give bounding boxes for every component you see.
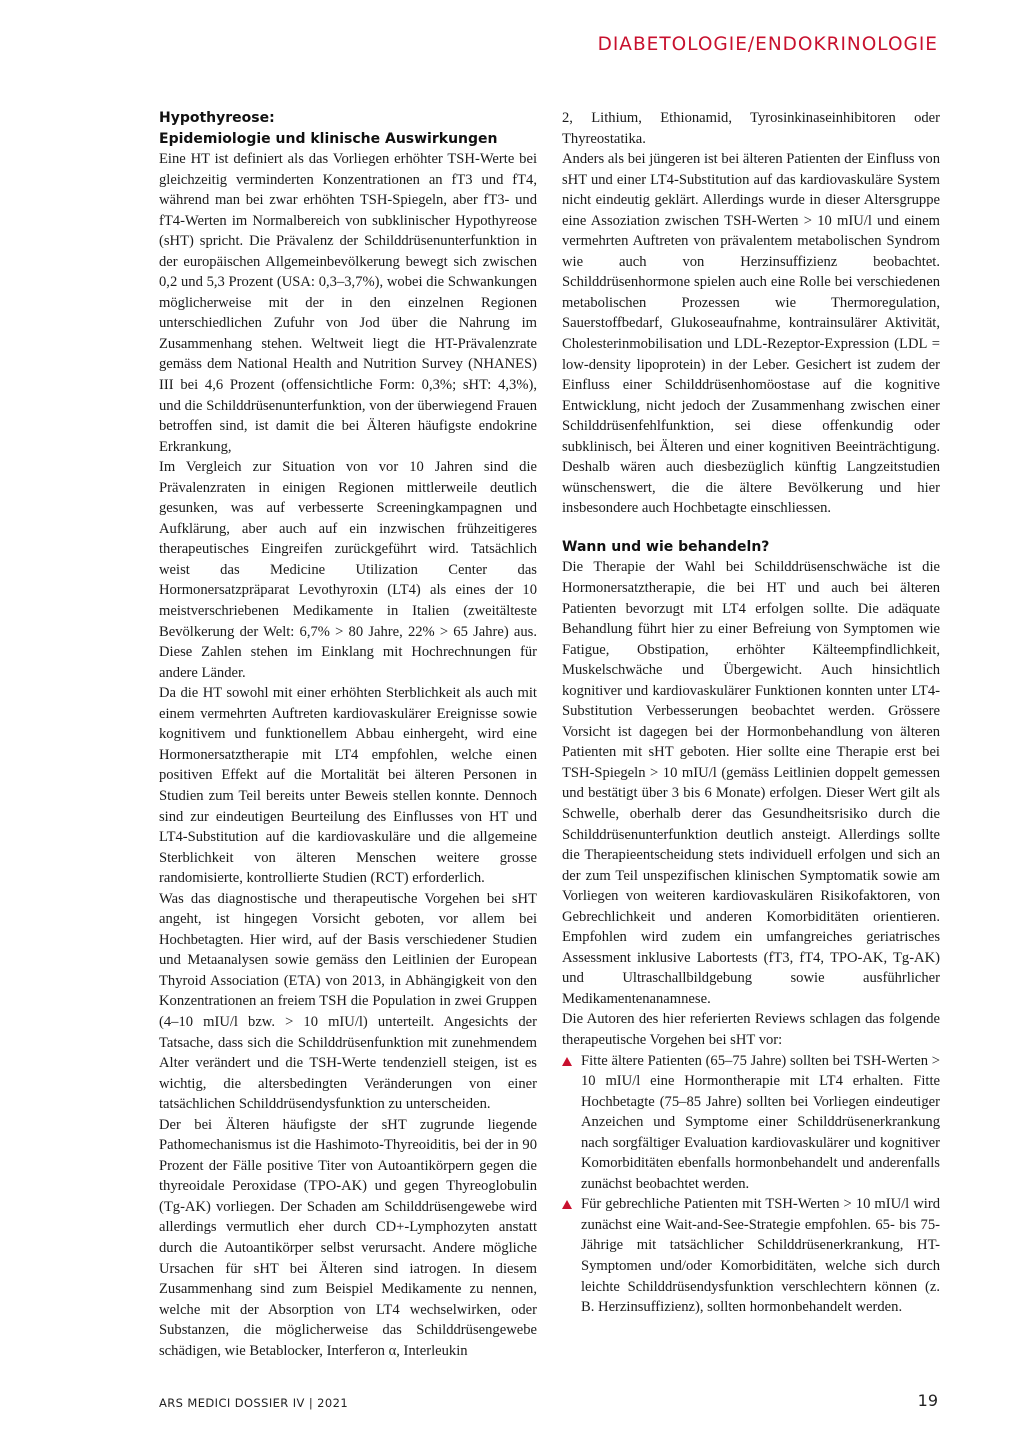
section-heading-line2: Epidemiologie und klinische Auswirkungen <box>159 130 498 147</box>
left-column <box>159 108 537 1361</box>
paragraph: Anders als bei jüngeren ist bei älteren Patienten der Einfluss von sHT und einer LT4-Substitution auf das kardiovaskuläre System nicht eindeutig geklärt. Allerdings wurde in dieser Altersgruppe eine Assoziation zwischen TSH-Werten > 10 mIU/l und einem vermehrten Auftreten von prävalentem metabolischen Syndrom wie auch von Herzinsuffizienz beobachtet. Schilddrüsenhormone spielen auch eine Rolle bei verschiedenen metabolischen Prozessen wie Thermoregulation, Sauerstoffbedarf, Glukoseaufnahme, kontrainsulärer Aktivität, Cholesterinmobilisation und LDL-Rezeptor-Expression (LDL = low-density lipoprotein) in der Leber. Gesichert ist zudem der Einfluss einer Schilddrüsenhomöostase auf die kognitive Entwicklung, nicht jedoch der Zusammenhang zwischen einer Schilddrüsenfehlfunktion, sei diese offenkundig oder subklinisch, bei Älteren und einer kognitiven Beeinträchtigung. Deshalb wären auch diesbezüglich künftig Langzeitstudien wünschenswert, die die ältere Bevölkerung und hier insbesondere auch Hochbetagte einschliessen. <box>562 151 940 517</box>
section-header: DIABETOLOGIE/ENDOKRINOLOGIE <box>597 34 938 55</box>
page-number: 19 <box>917 1391 938 1410</box>
red-triangle-icon <box>562 1057 572 1066</box>
section-heading-line1: Hypothyreose: <box>159 110 275 126</box>
list-item <box>562 1194 940 1317</box>
paragraph: Da die HT sowohl mit einer erhöhten Sterblichkeit als auch mit einem vermehrten Auftreten kardiovaskulärer Ereignisse sowie kognitivem und funktionellem Abbau einhergeht, wird eine Hormonersatztherapie mit LT4 empfohlen, welche einen positiven Effekt auf die Mortalität bei älteren Personen in Studien zum Teil bereits unter Beweis stellen konnte. Dennoch sind zur eindeutigen Beurteilung des Einflusses von HT und LT4-Substitution auf die kardiovaskuläre und die allgemeine Sterblichkeit von älteren Menschen weitere grosse randomisierte, kontrollierte Studien (RCT) erforderlich. <box>159 685 537 887</box>
red-triangle-icon <box>562 1200 572 1209</box>
paragraph: Eine HT ist definiert als das Vorliegen erhöhter TSH-Werte bei gleichzeitig verminderten Konzentrationen an fT3 und fT4, während man bei zwar erhöhten TSH-Spiegeln, aber fT3- und fT4-Werten im Normalbereich von subklinischer Hypothyreose (sHT) spricht. Die Prävalenz der Schilddrüsenunterfunktion in der europäischen Allgemeinbevölkerung bewegt sich zwischen 0,2 und 5,3 Prozent (USA: 0,3–3,7%), wobei die Schwankungen möglicherweise mit der in den einzelnen Regionen unterschiedlichen Zufuhr von Jod über die Nahrung im Zusammenhang stehen. Weltweit liegt die HT-Prävalenzrate gemäss dem National Health and Nutrition Survey (NHANES) III bei 4,6 Prozent (offensichtliche Form: 0,3%; sHT: 4,3%), und die Schilddrüsenunterfunktion, von der überwiegend Frauen betroffen sind, ist damit die bei Älteren häufigste endokrine Erkrankung, <box>159 151 537 455</box>
paragraph: Die Therapie der Wahl bei Schilddrüsenschwäche ist die Hormonersatztherapie, die bei HT und auch bei älteren Patienten bevorzugt mit LT4 erfolgen sollte. Die adäquate Behandlung führt hier zu einer Befreiung von Symptomen wie Fatigue, Obstipation, erhöhter Kälteempfindlichkeit, Muskelschwäche und Übergewicht. Auch hinsichtlich kognitiver und kardiovaskulärer Funktionen konnten unter LT4-Substitution Verbesserungen beobachtet werden. Grössere Vorsicht ist dagegen bei der Hormonbehandlung von älteren Patienten mit sHT geboten. Hier sollte eine Therapie erst bei TSH-Spiegeln > 10 mIU/l (gemäss Leitlinien doppelt gemessen und bestätigt über 3 bis 6 Monate) erfolgen. Dieser Wert gilt als Schwelle, oberhalb derer das Gesundheitsrisiko durch die Schilddrüsenunterfunktion deutlich ansteigt. Allerdings sollte die Therapieentscheidung stets individuell erfolgen und sich an der zum Teil unspezifischen klinischen Symptomatik sowie am Vorliegen von weiteren kardiovaskulären Risikofaktoren, von Gebrechlichkeit und anderen Komorbiditäten orientieren. Empfohlen wird zudem ein umfangreiches geriatrisches Assessment inklusive Labortests (fT3, fT4, TPO-AK, Tg-AK) und Ultraschallbildgebung sowie ausführlicher Medikamentenanamnese. <box>562 559 940 1007</box>
right-column <box>562 108 940 1318</box>
list-item-text: Fitte ältere Patienten (65–75 Jahre) sollten bei TSH-Werten > 10 mIU/l eine Hormontherapie mit LT4 erhalten. Fitte Hochbetagte (75–85 Jahre) sollten bei Vorliegen eindeutiger Anzeichen und Symptome einer Schilddrüsenerkrankung nach sorgfältiger Evaluation kardiovaskulärer und kognitiver Komorbiditäten ebenfalls hormonbehandelt und anderenfalls zunächst beobachtet werden. <box>581 1052 940 1192</box>
paragraph: Was das diagnostische und therapeutische Vorgehen bei sHT angeht, ist hingegen Vorsicht geboten, vor allem bei Hochbetagten. Hier wird, auf der Basis verschiedener Studien und Metaanalysen sowie gemäss den Leitlinien der European Thyroid Association (ETA) von 2013, in Abhängigkeit von den Konzentrationen an freiem TSH die Population in zwei Gruppen (4–10 mIU/l bzw. > 10 mIU/l) unterteilt. Angesichts der Tatsache, dass sich die Schilddrüsenfunktion mit zunehmendem Alter verändert und die TSH-Werte tendenziell steigen, ist es wichtig, die altersbedingten Veränderungen von einer tatsächlichen Schilddrüsendysfunktion zu unterscheiden. <box>159 890 537 1113</box>
paragraph: 2, Lithium, Ethionamid, Tyrosinkinaseinhibitoren oder Thyreostatika. <box>562 110 940 147</box>
paragraph: Im Vergleich zur Situation von vor 10 Jahren sind die Prävalenzraten in einigen Regionen mittlerweile deutlich gesunken, was auf verbesserte Screeningkampagnen und Aufklärung, aber auch auf ein inzwischen frühzeitigeres therapeutisches Eingreifen zurückgeführt wird. Tatsächlich weist das Medicine Utilization Center das Hormonersatzpräparat Levothyroxin (LT4) als eines der 10 meistverschriebenen Medikamente in Italien (zweitälteste Bevölkerung der Welt: 6,7% > 80 Jahre, 22% > 65 Jahre) aus. Diese Zahlen stehen im Einklang mit Hochrechnungen für andere Länder. <box>159 459 537 681</box>
recommendation-list <box>562 1051 940 1318</box>
journal-footer: ARS MEDICI DOSSIER IV | 2021 <box>159 1396 349 1410</box>
section-heading: Wann und wie behandeln? <box>562 538 770 555</box>
paragraph: Die Autoren des hier referierten Reviews schlagen das folgende therapeutische Vorgehen bei sHT vor: <box>562 1011 940 1049</box>
list-item-text: Für gebrechliche Patienten mit TSH-Werten > 10 mIU/l wird zunächst eine Wait-and-See-Strategie empfohlen. 65- bis 75-Jährige mit tatsächlicher Schilddrüsenerkrankung, HT-Symptomen und/oder Komorbiditäten, welche sich durch leichte Schilddrüsendysfunktion verschlechtern können (z. B. Herzinsuffizienz), sollten hormonbehandelt werden. <box>581 1196 940 1316</box>
paragraph: Der bei Älteren häufigste der sHT zugrunde liegende Pathomechanismus ist die Hashimoto-Thyreoiditis, bei der in 90 Prozent der Fälle positive Titer von Autoantikörpern gegen die thyreoidale Peroxidase (TPO-AK) und gegen Thyreoglobulin (Tg-AK) vorliegen. Der Schaden am Schilddrüsengewebe wird allerdings vermutlich eher durch CD+-Lymphozyten anstatt durch die Autoantikörper selbst verursacht. Andere mögliche Ursachen für sHT bei Älteren sind iatrogen. In diesem Zusammenhang sind zum Beispiel Medikamente zu nennen, welche mit der Absorption von LT4 wechselwirken, oder Substanzen, die möglicherweise das Schilddrüsengewebe schädigen, wie Betablocker, Interferon α, Interleukin <box>159 1116 537 1359</box>
list-item <box>562 1051 940 1195</box>
